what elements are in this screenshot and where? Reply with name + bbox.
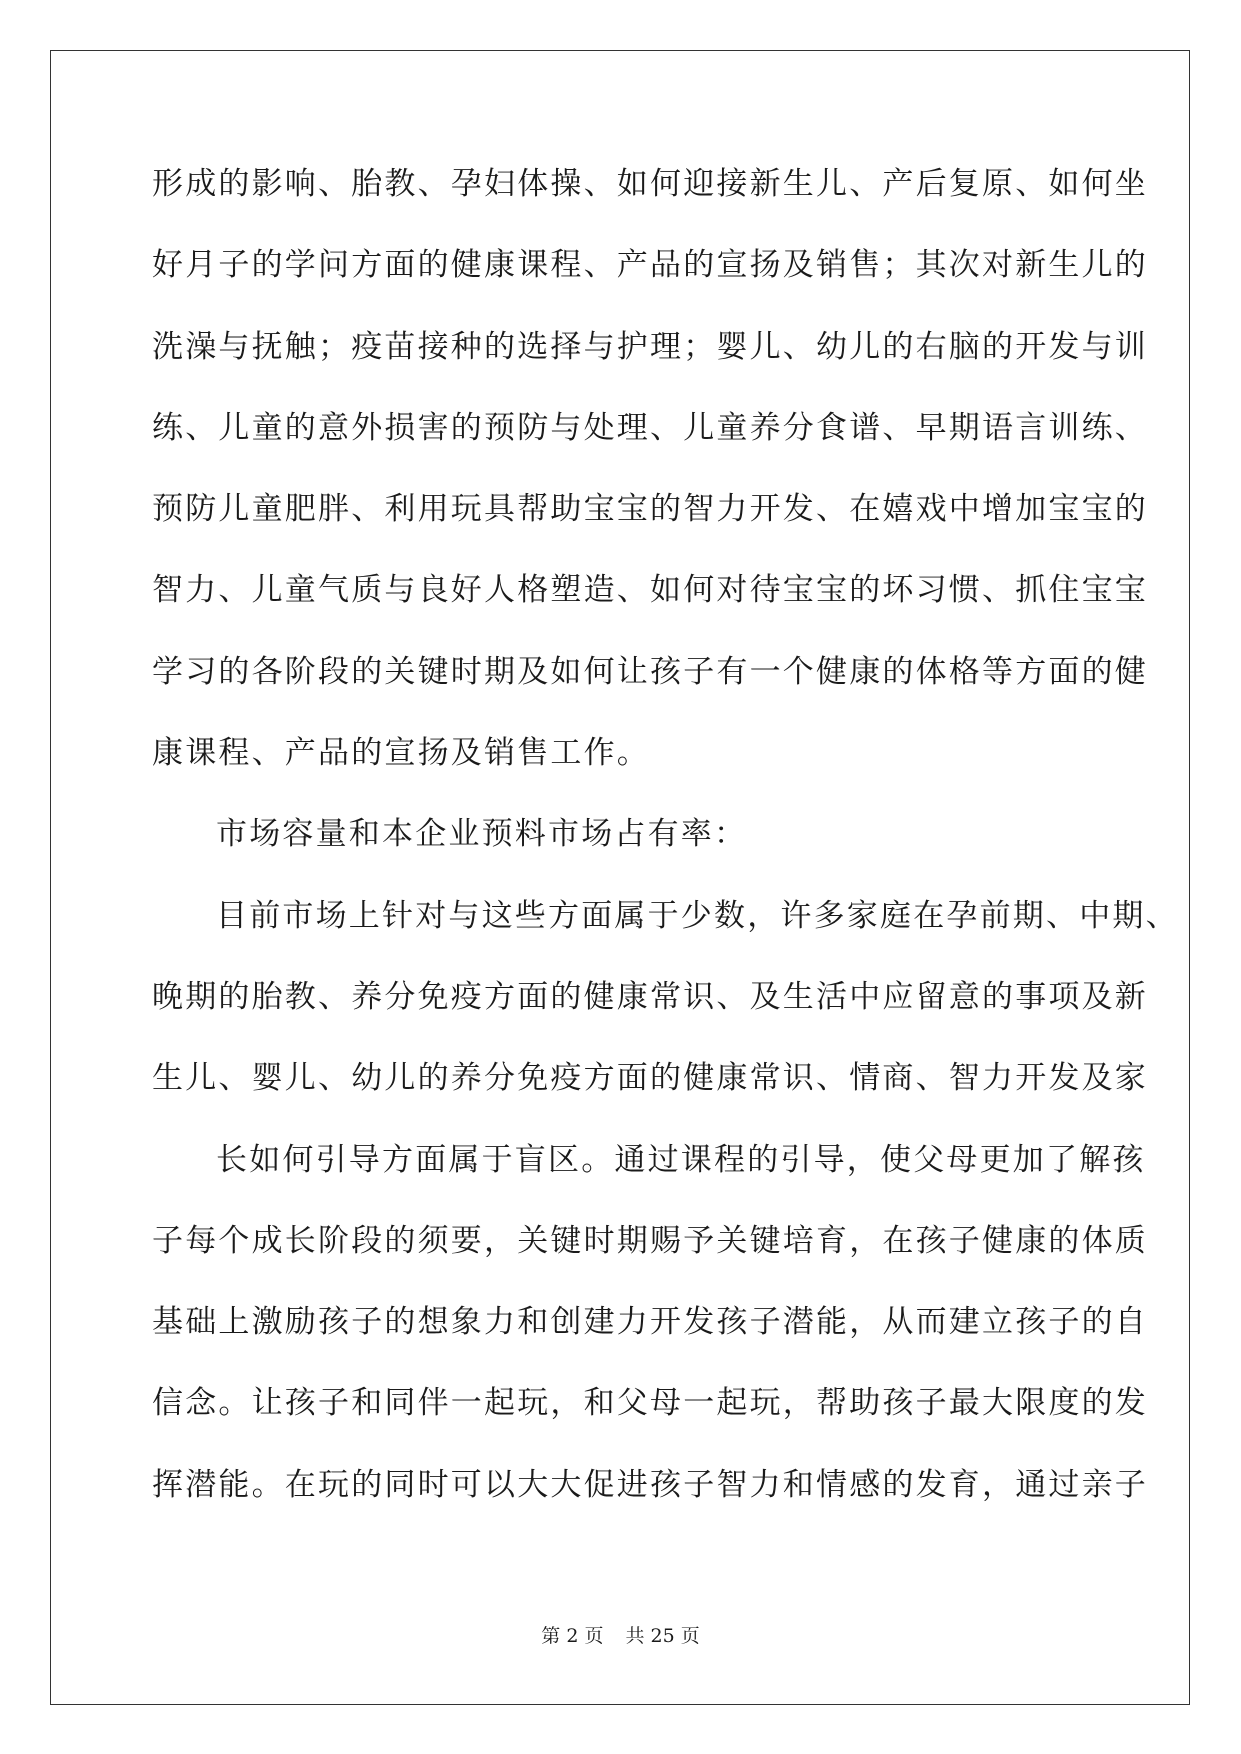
text-line: 形成的影响、胎教、孕妇体操、如何迎接新生儿、产后复原、如何坐 xyxy=(152,166,1148,202)
section-heading: 市场容量和本企业预料市场占有率： xyxy=(216,816,748,853)
text-line: 学习的各阶段的关键时期及如何让孩子有一个健康的体格等方面的健 xyxy=(152,653,1148,690)
text-line: 基础上激励孩子的想象力和创建力开发孩子潜能，从而建立孩子的自 xyxy=(152,1304,1148,1341)
text-line: 挥潜能。在玩的同时可以大大促进孩子智力和情感的发育，通过亲子 xyxy=(152,1466,1148,1503)
text-line: 好月子的学问方面的健康课程、产品的宣扬及销售；其次对新生儿的 xyxy=(152,247,1148,284)
text-line: 信念。让孩子和同伴一起玩，和父母一起玩，帮助孩子最大限度的发 xyxy=(152,1385,1148,1422)
text-line: 子每个成长阶段的须要，关键时期赐予关键培育，在孩子健康的体质 xyxy=(152,1222,1148,1259)
text-line: 预防儿童肥胖、利用玩具帮助宝宝的智力开发、在嬉戏中增加宝宝的 xyxy=(152,491,1148,528)
page-total: 共 25 页 xyxy=(625,1625,700,1647)
text-line: 康课程、产品的宣扬及销售工作。 xyxy=(152,735,650,772)
document-body xyxy=(152,162,1179,1544)
text-line: 目前市场上针对与这些方面属于少数，许多家庭在孕前期、中期、 xyxy=(216,897,1179,934)
text-line: 智力、儿童气质与良好人格塑造、如何对待宝宝的坏习惯、抓住宝宝 xyxy=(152,572,1148,609)
text-line: 生儿、婴儿、幼儿的养分免疫方面的健康常识、情商、智力开发及家 xyxy=(152,1060,1148,1097)
page-number: 第 2 页 xyxy=(541,1625,604,1647)
text-line: 晚期的胎教、养分免疫方面的健康常识、及生活中应留意的事项及新 xyxy=(152,978,1148,1015)
text-line: 长如何引导方面属于盲区。通过课程的引导，使父母更加了解孩 xyxy=(216,1141,1146,1178)
page-footer xyxy=(0,1621,1241,1648)
text-line: 练、儿童的意外损害的预防与处理、儿童养分食谱、早期语言训练、 xyxy=(152,409,1148,446)
text-line: 洗澡与抚触；疫苗接种的选择与护理；婴儿、幼儿的右脑的开发与训 xyxy=(152,328,1148,365)
